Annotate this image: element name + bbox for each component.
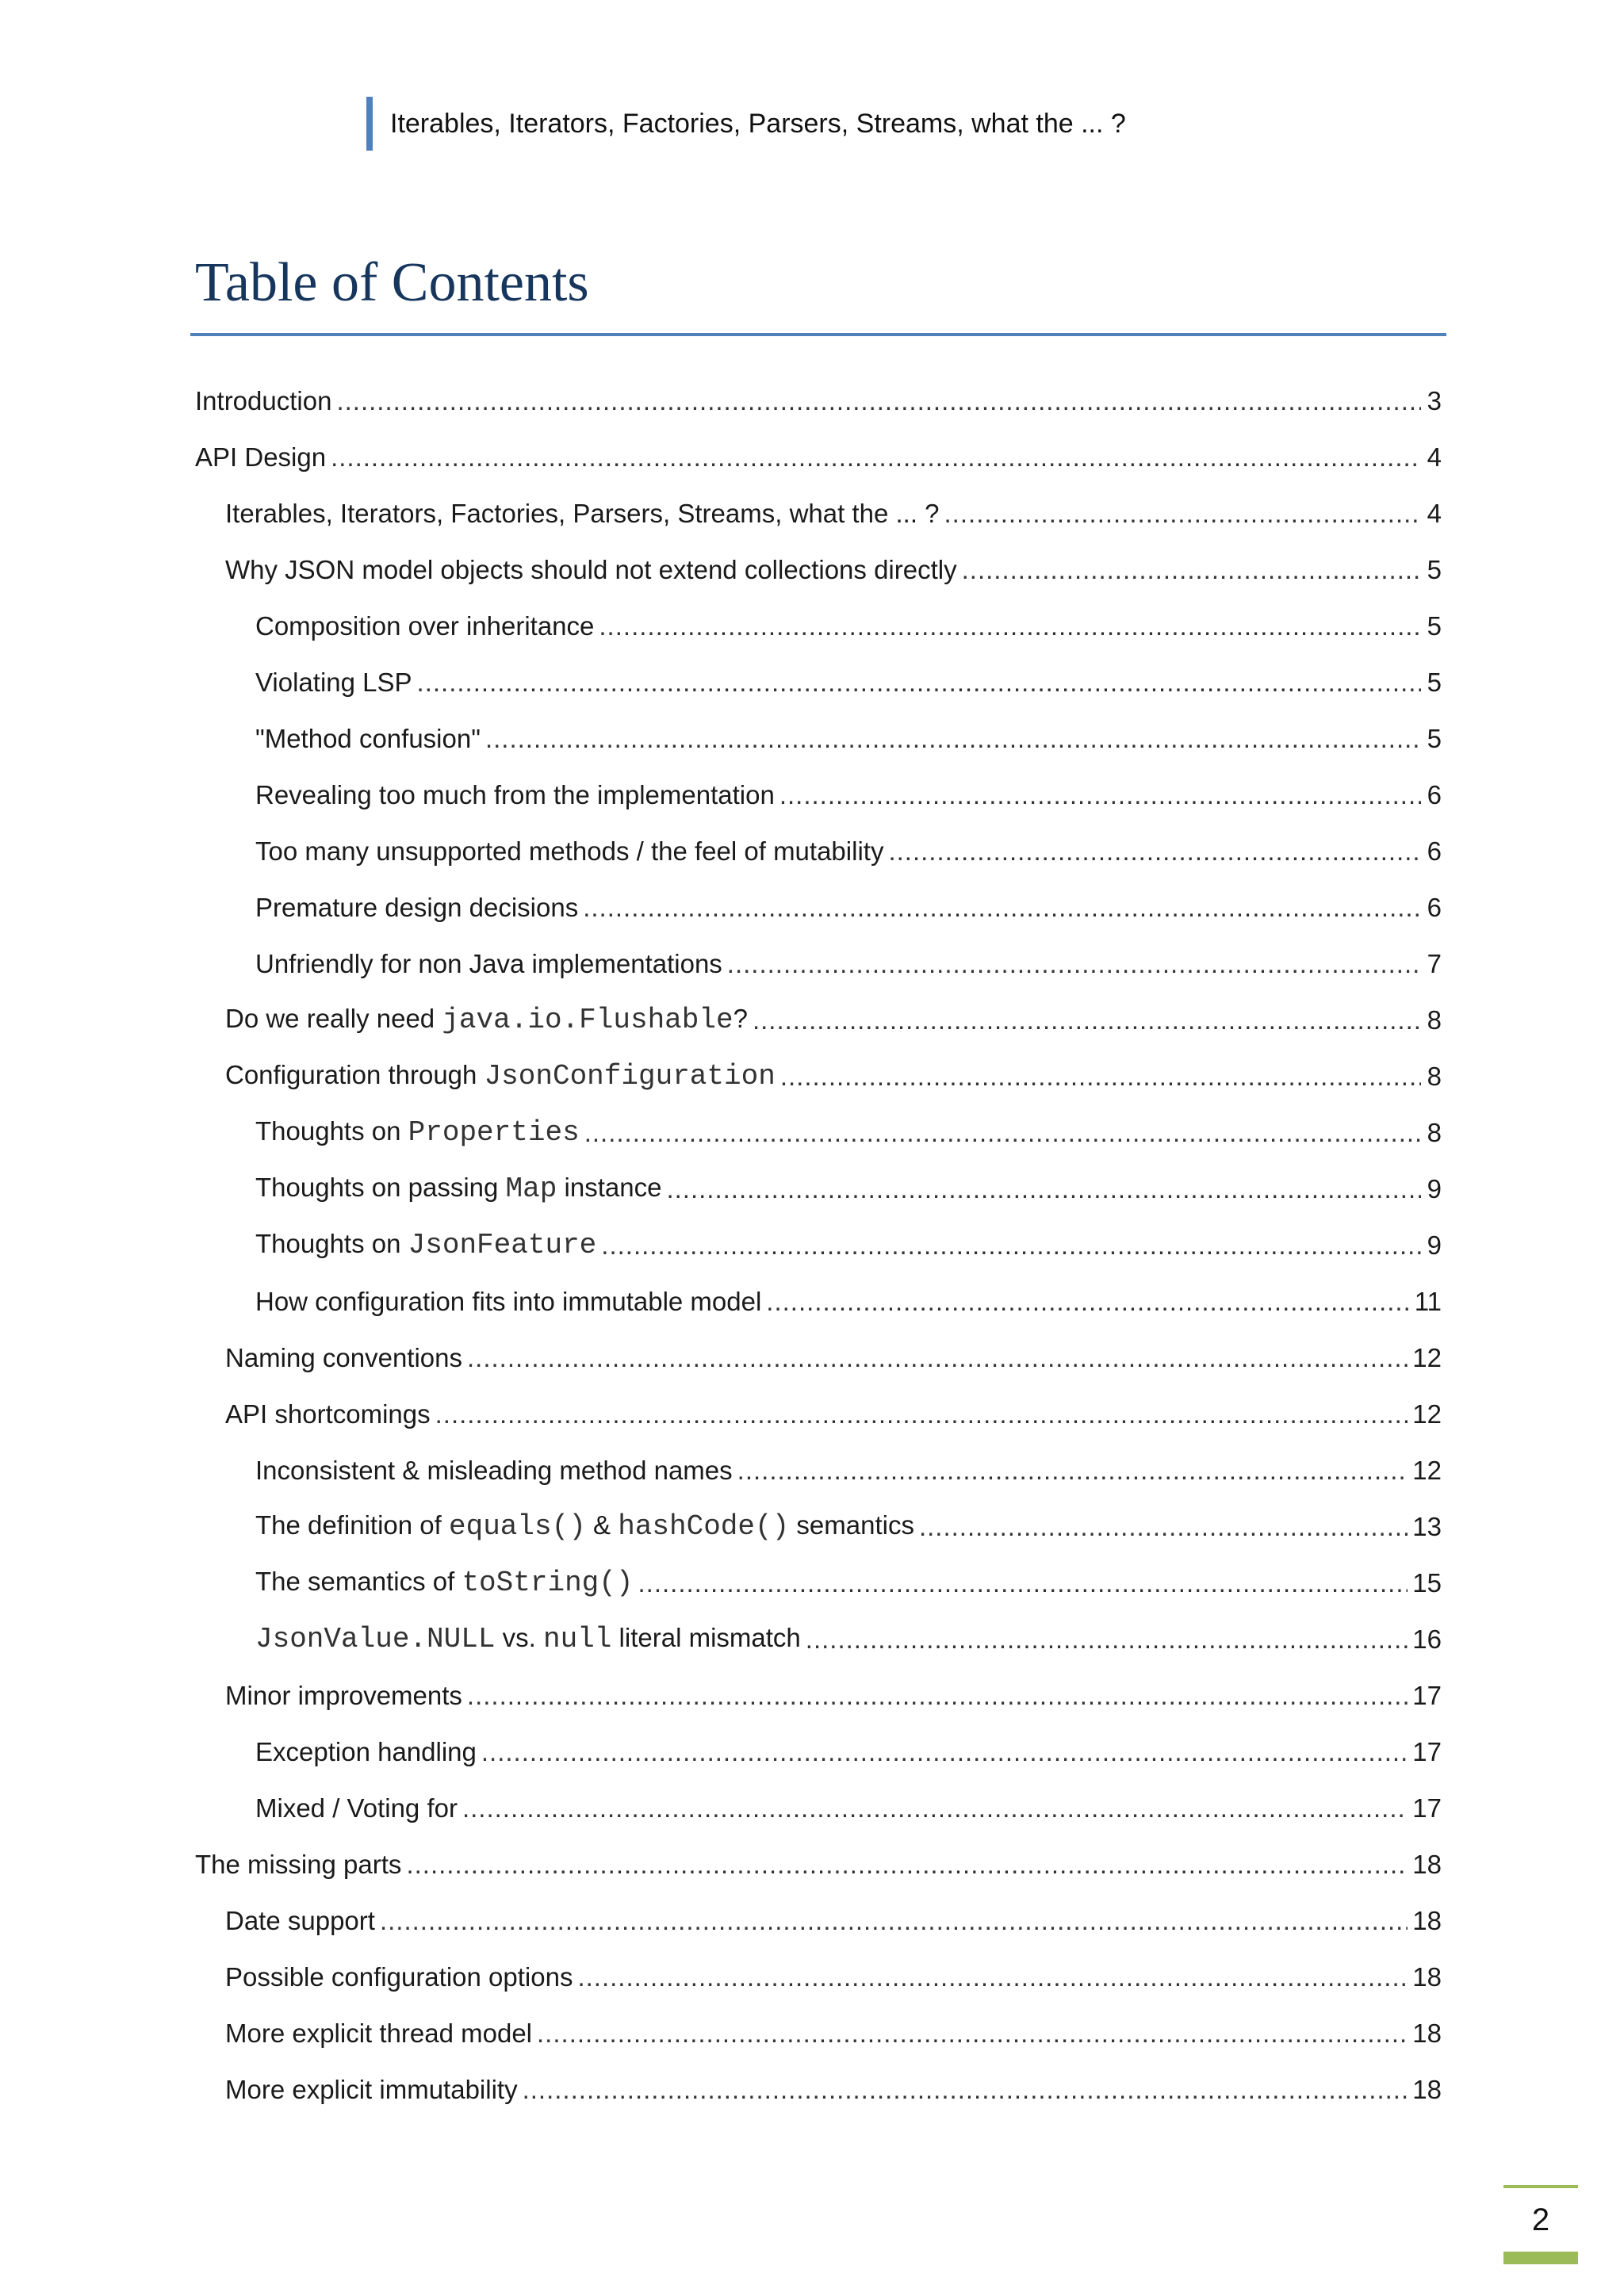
toc-entry-title: [225, 2076, 518, 2103]
toc-entry-text: Too many unsupported methods / the feel of mutability: [255, 836, 884, 866]
title-divider: [190, 333, 1446, 336]
toc-page-number: 18: [1412, 2075, 1442, 2104]
toc-dot-leader: [737, 1457, 1408, 1483]
toc-entry[interactable]: [195, 1161, 1442, 1217]
toc-dot-leader: [806, 1626, 1408, 1652]
toc-page-number: 17: [1412, 1737, 1442, 1766]
toc-entry-text: The definition of: [255, 1510, 449, 1540]
toc-entry-text: API Design: [195, 442, 327, 472]
toc-dot-leader: [599, 613, 1421, 639]
toc-dot-leader: [888, 838, 1421, 864]
toc-entry[interactable]: [195, 373, 1442, 429]
toc-page-number: 5: [1427, 555, 1442, 584]
toc-entry-title: [255, 1512, 914, 1541]
toc-page-number: 9: [1427, 1230, 1442, 1260]
toc-entry[interactable]: [195, 1217, 1442, 1273]
toc-page-number: 8: [1427, 1005, 1442, 1035]
toc-page-number: 5: [1427, 724, 1442, 753]
toc-entry-text: More explicit immutability: [225, 2075, 518, 2104]
toc-entry-title: [225, 2020, 532, 2046]
toc-entry[interactable]: [195, 1442, 1442, 1498]
toc-dot-leader: [417, 669, 1421, 695]
toc-entry-text: How configuration fits into immutable model: [255, 1287, 762, 1316]
toc-page-number: 18: [1412, 1850, 1442, 1879]
toc-entry-code: JsonFeature: [408, 1229, 597, 1261]
toc-entry[interactable]: [195, 1386, 1442, 1442]
toc-entry-text: instance: [557, 1173, 662, 1202]
toc-entry[interactable]: [195, 879, 1442, 936]
toc-entry-title: [255, 1174, 661, 1203]
toc-dot-leader: [601, 1232, 1421, 1258]
toc-page-number: 12: [1412, 1456, 1442, 1485]
toc-entry-text: Minor improvements: [225, 1681, 462, 1710]
toc-entry-title: [255, 669, 412, 695]
toc-entry-text: Composition over inheritance: [255, 611, 595, 641]
toc-dot-leader: [962, 557, 1421, 583]
toc-entry-title: [225, 1908, 375, 1934]
toc-entry-text: Why JSON model objects should not extend collections directly: [225, 555, 957, 584]
toc-entry-text: Iterables, Iterators, Factories, Parsers, Streams, what the ... ?: [225, 499, 940, 528]
toc-page-number: 8: [1427, 1062, 1442, 1091]
toc-entry-text: More explicit thread model: [225, 2019, 533, 2048]
toc-dot-leader: [727, 951, 1421, 977]
toc-entry-code: equals(): [449, 1510, 586, 1543]
toc-entry[interactable]: [195, 1724, 1442, 1780]
toc-page-number: 4: [1427, 499, 1442, 528]
toc-entry-title: [255, 1624, 801, 1654]
toc-dot-leader: [666, 1176, 1421, 1202]
toc-entry[interactable]: [195, 2005, 1442, 2061]
toc-entry-title: [225, 500, 940, 526]
toc-entry-title: [225, 1005, 748, 1035]
toc-page-number: 8: [1427, 1118, 1442, 1147]
toc-entry-title: [225, 1964, 573, 1990]
toc-entry-text: API shortcomings: [225, 1399, 431, 1429]
running-header: [366, 97, 1126, 151]
toc-entry[interactable]: [195, 936, 1442, 992]
toc-entry-text: Possible configuration options: [225, 1962, 573, 1992]
toc-entry-title: [255, 782, 775, 808]
toc-entry[interactable]: [195, 485, 1442, 541]
toc-entry-title: [255, 951, 722, 977]
toc-entry-text: Thoughts on: [255, 1116, 408, 1146]
toc-entry[interactable]: [195, 1048, 1442, 1104]
toc-dot-leader: [481, 1739, 1408, 1765]
toc-dot-leader: [944, 500, 1421, 526]
toc-page-number: 17: [1412, 1681, 1442, 1710]
toc-entry-code: JsonValue.NULL: [255, 1623, 496, 1655]
toc-dot-leader: [485, 725, 1421, 752]
toc-entry[interactable]: [195, 1611, 1442, 1667]
toc-page-number: 3: [1427, 386, 1442, 415]
toc-entry-title: [195, 444, 326, 470]
toc-dot-leader: [380, 1908, 1408, 1934]
toc-entry[interactable]: [195, 1780, 1442, 1836]
toc-dot-leader: [331, 444, 1421, 470]
toc-page-number: 11: [1414, 1287, 1442, 1316]
toc-entry[interactable]: [195, 541, 1442, 598]
toc-dot-leader: [584, 1119, 1421, 1146]
toc-entry[interactable]: [195, 992, 1442, 1048]
toc-entry[interactable]: [195, 1498, 1442, 1555]
toc-page-number: 13: [1412, 1512, 1442, 1541]
page-number: 2: [1531, 2202, 1550, 2237]
toc-page-number: 5: [1427, 611, 1442, 641]
running-header-title: Iterables, Iterators, Factories, Parsers, Streams, what the ... ?: [390, 108, 1126, 139]
toc-entry-text: &: [585, 1510, 619, 1540]
toc-page-number: 7: [1427, 949, 1442, 978]
toc-entry-text: semantics: [789, 1510, 914, 1540]
toc-entry-code: toString(): [462, 1567, 634, 1599]
toc-entry-code: Map: [505, 1173, 557, 1205]
toc-entry-code: hashCode(): [618, 1510, 790, 1543]
toc-dot-leader: [467, 1345, 1408, 1371]
toc-entry-text: Naming conventions: [225, 1343, 462, 1372]
toc-entry[interactable]: [195, 1104, 1442, 1161]
toc-dot-leader: [537, 2020, 1408, 2046]
toc-entry-text: Introduction: [195, 386, 332, 415]
page-number-box: [1503, 2185, 1578, 2264]
toc-entry-text: ?: [733, 1004, 748, 1033]
toc-page-number: 12: [1412, 1399, 1442, 1429]
page-title: Table of Contents: [195, 252, 589, 313]
toc-entry[interactable]: [195, 1836, 1442, 1892]
toc-entry-title: [255, 838, 883, 864]
toc-entry[interactable]: [195, 1330, 1442, 1386]
toc-dot-leader: [336, 388, 1421, 414]
toc-page-number: 9: [1427, 1174, 1442, 1203]
toc-entry-title: [225, 1682, 462, 1709]
toc-entry-title: [255, 1795, 458, 1821]
toc-entry[interactable]: [195, 1555, 1442, 1611]
toc-entry-title: [255, 613, 594, 639]
toc-entry[interactable]: [195, 654, 1442, 710]
toc-entry-code: JsonConfiguration: [484, 1060, 776, 1093]
toc-page-number: 16: [1412, 1624, 1442, 1654]
toc-entry-text: Premature design decisions: [255, 893, 579, 922]
toc-dot-leader: [406, 1851, 1408, 1877]
toc-dot-leader: [779, 782, 1421, 808]
toc-dot-leader: [462, 1795, 1408, 1821]
toc-entry-title: [255, 1568, 634, 1598]
toc-entry-code: null: [542, 1623, 612, 1655]
toc-entry[interactable]: [195, 1667, 1442, 1724]
toc-entry-text: Thoughts on: [255, 1229, 408, 1258]
toc-entry-text: Revealing too much from the implementation: [255, 780, 775, 809]
toc-entry-title: [225, 1401, 431, 1427]
toc-entry-title: [255, 1739, 477, 1765]
toc-entry[interactable]: [195, 767, 1442, 823]
toc-entry-text: Configuration through: [225, 1060, 485, 1089]
toc-dot-leader: [766, 1288, 1409, 1314]
toc-entry-text: Thoughts on passing: [255, 1173, 506, 1202]
toc-page-number: 18: [1412, 1962, 1442, 1992]
toc-dot-leader: [753, 1007, 1421, 1033]
toc-page-number: 15: [1412, 1568, 1442, 1598]
toc-page-number: 5: [1427, 668, 1442, 697]
toc-entry-title: [255, 894, 578, 920]
toc-entry-code: Properties: [408, 1116, 580, 1149]
toc-entry-text: Exception handling: [255, 1737, 477, 1766]
toc-dot-leader: [638, 1570, 1408, 1596]
toc-entry-text: The semantics of: [255, 1567, 462, 1596]
table-of-contents: [195, 373, 1442, 2118]
toc-page-number: 6: [1427, 780, 1442, 809]
toc-page-number: 18: [1412, 1906, 1442, 1935]
toc-entry[interactable]: [195, 823, 1442, 879]
page-number-bar: [1503, 2252, 1578, 2264]
toc-entry-title: [255, 1118, 580, 1147]
toc-entry-text: The missing parts: [195, 1850, 402, 1879]
toc-dot-leader: [919, 1513, 1408, 1540]
toc-page-number: 12: [1412, 1343, 1442, 1372]
toc-entry[interactable]: [195, 2061, 1442, 2118]
toc-page-number: 6: [1427, 836, 1442, 866]
toc-dot-leader: [523, 2076, 1408, 2103]
toc-dot-leader: [467, 1682, 1408, 1709]
toc-entry-title: [255, 725, 481, 752]
toc-page-number: 4: [1427, 442, 1442, 472]
toc-entry-title: [255, 1288, 761, 1314]
toc-entry[interactable]: [195, 710, 1442, 767]
toc-dot-leader: [583, 894, 1421, 920]
toc-entry-text: Violating LSP: [255, 668, 412, 697]
toc-entry-text: "Method confusion": [255, 724, 481, 753]
toc-entry-title: [195, 1851, 401, 1877]
toc-entry-text: Inconsistent & misleading method names: [255, 1456, 733, 1485]
toc-page-number: 18: [1412, 2019, 1442, 2048]
toc-entry-title: [195, 388, 331, 414]
toc-dot-leader: [780, 1063, 1421, 1089]
toc-entry[interactable]: [195, 1273, 1442, 1330]
toc-entry-text: Do we really need: [225, 1004, 442, 1033]
toc-entry-text: Date support: [225, 1906, 375, 1935]
toc-entry-text: Unfriendly for non Java implementations: [255, 949, 722, 978]
toc-entry-code: java.io.Flushable: [442, 1004, 733, 1036]
toc-page-number: 6: [1427, 893, 1442, 922]
toc-entry[interactable]: [195, 1892, 1442, 1949]
toc-entry-title: [255, 1230, 596, 1260]
toc-entry-text: vs.: [495, 1623, 543, 1652]
toc-dot-leader: [577, 1964, 1408, 1990]
toc-entry[interactable]: [195, 598, 1442, 654]
toc-page-number: 17: [1412, 1793, 1442, 1823]
toc-dot-leader: [435, 1401, 1408, 1427]
toc-entry[interactable]: [195, 429, 1442, 485]
toc-entry-title: [225, 1345, 462, 1371]
toc-entry-text: literal mismatch: [611, 1623, 801, 1652]
toc-entry-title: [225, 557, 957, 583]
toc-entry-title: [225, 1062, 776, 1091]
toc-entry-title: [255, 1457, 733, 1483]
toc-entry[interactable]: [195, 1949, 1442, 2005]
toc-entry-text: Mixed / Voting for: [255, 1793, 458, 1823]
